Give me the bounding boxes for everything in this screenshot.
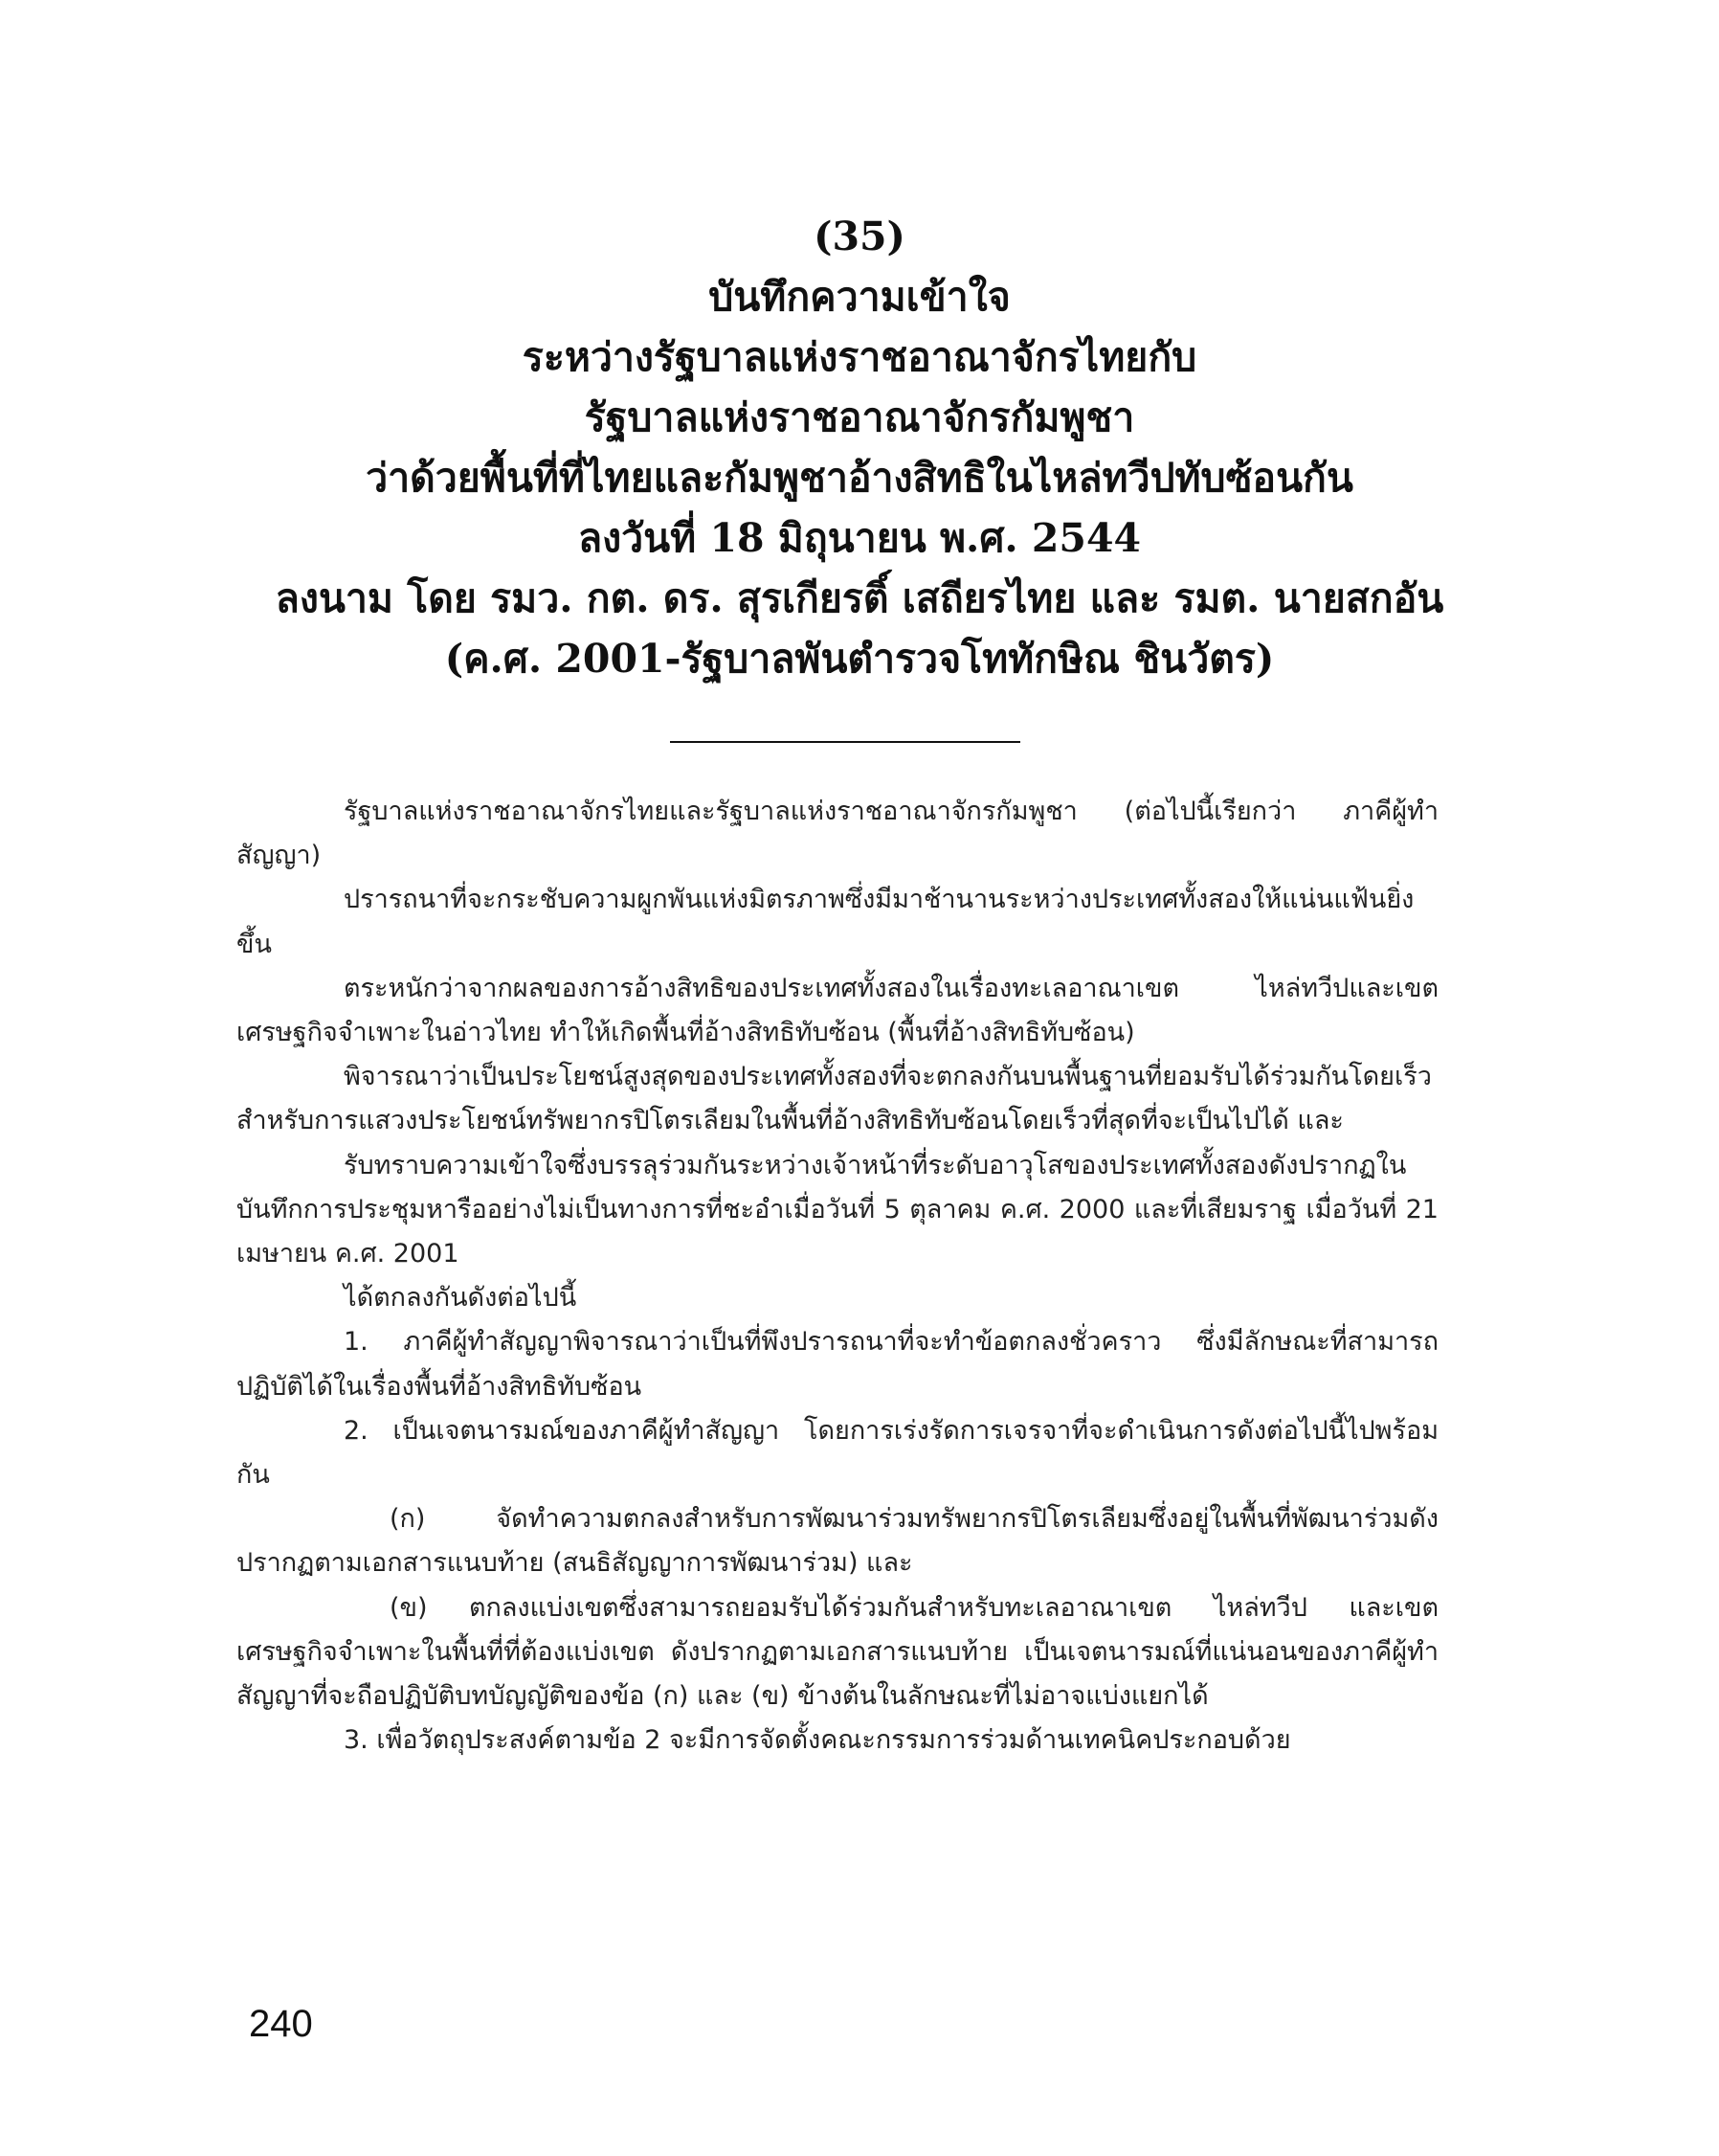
page-number: 240 <box>249 2003 313 2045</box>
document-header <box>172 207 1547 689</box>
clause-2: 2. เป็นเจตนารมณ์ของภาคีผู้ทำสัญญา โดยการเร่งรัดการเจรจาที่จะดำเนินการดังต่อไปนี้ไปพร้อมกัน <box>236 1415 1439 1491</box>
document-number: (35) <box>814 213 905 259</box>
document-era: (ค.ศ. 2001-รัฐบาลพันตำรวจโททักษิณ ชินวัตร) <box>444 636 1275 682</box>
document-title-line-4: ว่าด้วยพื้นที่ที่ไทยและกัมพูชาอ้างสิทธิในไหล่ทวีปทับซ้อนกัน <box>366 455 1353 501</box>
document-title-line-3: รัฐบาลแห่งราชอาณาจักรกัมพูชา <box>584 394 1135 440</box>
paragraph-agreed: ได้ตกลงกันดังต่อไปนี้ <box>344 1283 577 1314</box>
paragraph-parties: รัฐบาลแห่งราชอาณาจักรไทยและรัฐบาลแห่งราชอาณาจักรกัมพูชา (ต่อไปนี้เรียกว่า ภาคีผู้ทำสัญญา) <box>236 797 1439 871</box>
paragraph-mutual-interest: พิจารณาว่าเป็นประโยชน์สูงสุดของประเทศทั้งสองที่จะตกลงกันบนพื้นฐานที่ยอมรับได้ร่วมกันโดยเร็วสำหรับการแสวงประโยชน์ทรัพยากรปิโตรเลียมในพื้นที่อ้างสิทธิทับซ้อนโดยเร็วที่สุดที่จะเป็นไปได้ และ <box>236 1062 1432 1136</box>
paragraph-acknowledgement: รับทราบความเข้าใจซึ่งบรรลุร่วมกันระหว่างเจ้าหน้าที่ระดับอาวุโสของประเทศทั้งสองดังปรากฏในบันทึกการประชุมหารืออย่างไม่เป็นทางการที่ชะอำเมื่อวันที่ 5 ตุลาคม ค.ศ. 2000 และที่เสียมราฐ เมื่อวันที่ 21 เมษายน ค.ศ. 2001 <box>236 1150 1439 1269</box>
clause-3: 3. เพื่อวัตถุประสงค์ตามข้อ 2 จะมีการจัดตั้งคณะกรรมการร่วมด้านเทคนิคประกอบด้วย <box>344 1725 1291 1756</box>
clause-1: 1. ภาคีผู้ทำสัญญาพิจารณาว่าเป็นที่พึงปรารถนาที่จะทำข้อตกลงชั่วคราว ซึ่งมีลักษณะที่สามารถปฏิบัติได้ในเรื่องพื้นที่อ้างสิทธิทับซ้อน <box>236 1327 1439 1402</box>
paragraph-overlapping-claims: ตระหนักว่าจากผลของการอ้างสิทธิของประเทศทั้งสองในเรื่องทะเลอาณาเขต ไหล่ทวีปและเขตเศรษฐกิจจำเพาะในอ่าวไทย ทำให้เกิดพื้นที่อ้างสิทธิทับซ้อน (พื้นที่อ้างสิทธิทับซ้อน) <box>236 973 1439 1048</box>
document-date: ลงวันที่ 18 มิถุนายน พ.ศ. 2544 <box>577 515 1142 561</box>
document-body <box>236 790 1439 1763</box>
document-title-line-1: บันทึกความเข้าใจ <box>708 274 1011 320</box>
clause-2-a: (ก) จัดทำความตกลงสำหรับการพัฒนาร่วมทรัพยากรปิโตรเลียมซึ่งอยู่ในพื้นที่พัฒนาร่วมดังปรากฏตามเอกสารแนบท้าย (สนธิสัญญาการพัฒนาร่วม) และ <box>236 1504 1439 1579</box>
document-signatories: ลงนาม โดย รมว. กต. ดร. สุรเกียรติ์ เสถียรไทย และ รมต. นายสกอัน <box>275 575 1444 621</box>
document-title-line-2: ระหว่างรัฐบาลแห่งราชอาณาจักรไทยกับ <box>522 334 1197 380</box>
paragraph-friendship: ปรารถนาที่จะกระชับความผูกพันแห่งมิตรภาพซึ่งมีมาช้านานระหว่างประเทศทั้งสองให้แน่นแฟ้นยิ่งขึ้น <box>236 885 1415 959</box>
header-divider <box>670 741 1020 743</box>
clause-2-b: (ข) ตกลงแบ่งเขตซึ่งสามารถยอมรับได้ร่วมกันสำหรับทะเลอาณาเขต ไหล่ทวีป และเขตเศรษฐกิจจำเพาะในพื้นที่ที่ต้องแบ่งเขต ดังปรากฏตามเอกสารแนบท้าย เป็นเจตนารมณ์ที่แน่นอนของภาคีผู้ทำสัญญาที่จะถือปฏิบัติบทบัญญัติของข้อ (ก) และ (ข) ข้างต้นในลักษณะที่ไม่อาจแบ่งแยกได้ <box>236 1592 1439 1712</box>
